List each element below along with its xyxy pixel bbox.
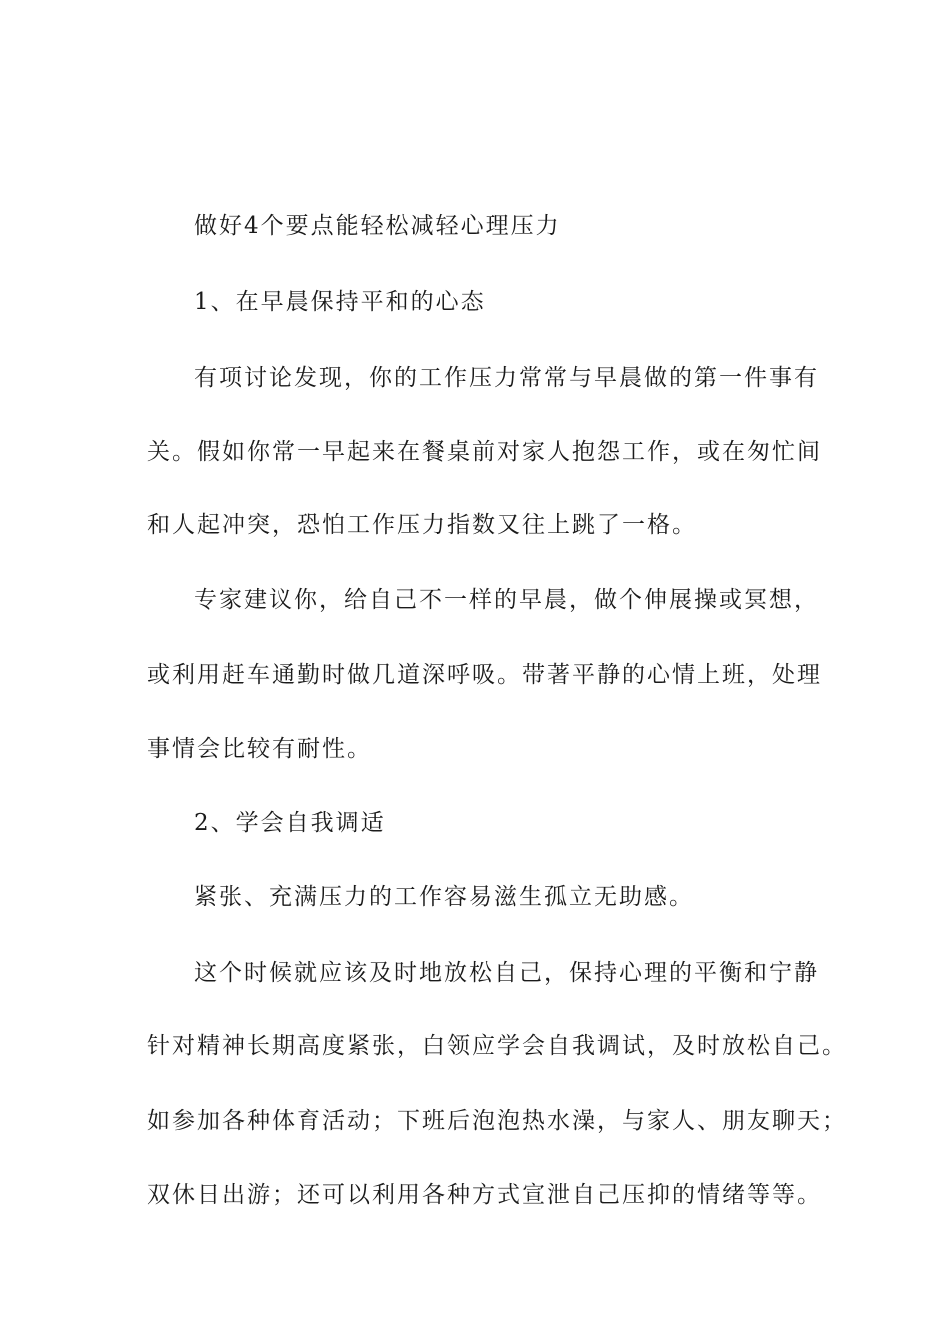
paragraph-line: 如参加各种体育活动；下班后泡泡热水澡，与家人、朋友聊天； (147, 1108, 847, 1134)
paragraph-line: 双休日出游；还可以利用各种方式宣泄自己压抑的情绪等等。 (147, 1182, 822, 1208)
paragraph-line: 这个时候就应该及时地放松自己，保持心理的平衡和宁静 (194, 960, 819, 986)
paragraph-line: 事情会比较有耐性。 (147, 736, 372, 762)
paragraph-line: 紧张、充满压力的工作容易滋生孤立无助感。 (194, 884, 694, 910)
paragraph-line: 关。假如你常一早起来在餐桌前对家人抱怨工作，或在匆忙间 (147, 439, 822, 465)
section-heading-1: 1、在早晨保持平和的心态 (194, 289, 486, 315)
section-heading-2: 2、学会自我调适 (194, 810, 386, 836)
paragraph-line: 针对精神长期高度紧张，白领应学会自我调试，及时放松自己。 (147, 1033, 847, 1059)
paragraph-line: 有项讨论发现，你的工作压力常常与早晨做的第一件事有 (194, 365, 819, 391)
paragraph-line: 或利用赶车通勤时做几道深呼吸。带著平静的心情上班，处理 (147, 662, 822, 688)
paragraph-line: 和人起冲突，恐怕工作压力指数又往上跳了一格。 (147, 512, 697, 538)
document-title: 做好4个要点能轻松减轻心理压力 (194, 213, 561, 239)
paragraph-line: 专家建议你，给自己不一样的早晨，做个伸展操或冥想， (194, 587, 819, 613)
